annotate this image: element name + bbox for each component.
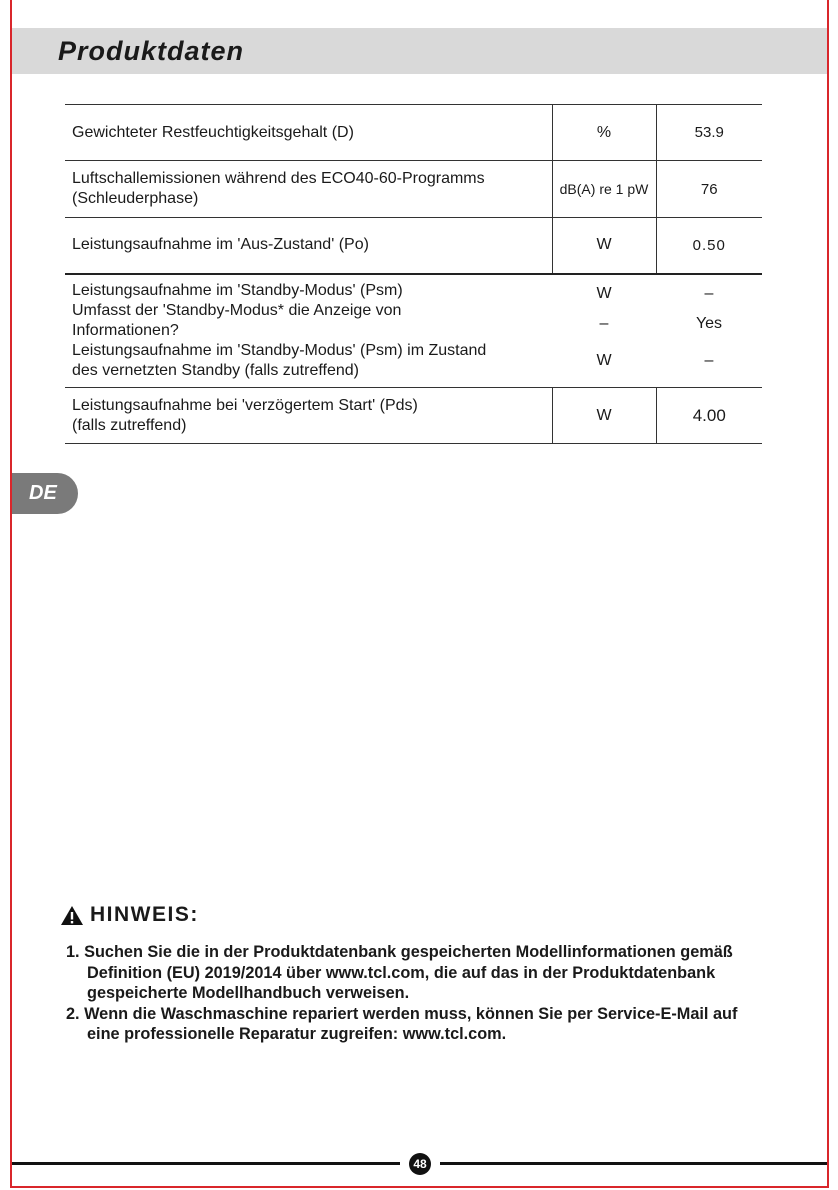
value-text: 76 (700, 180, 718, 198)
row-description (65, 218, 552, 274)
unit-text: – (599, 314, 609, 332)
value-text: Yes (695, 314, 723, 332)
row-unit (552, 161, 656, 218)
table-row (65, 105, 762, 161)
desc-line: (falls zutreffend) (72, 416, 187, 434)
desc-line: Umfasst der 'Standby-Modus* die Anzeige von (72, 301, 402, 319)
row-unit (552, 388, 656, 444)
unit-text: dB(A) re 1 pW (559, 181, 649, 197)
notice-title: HINWEIS: (90, 903, 199, 926)
warning-icon (60, 905, 84, 926)
desc-line: Leistungsaufnahme im 'Standby-Modus' (Psm) im Zustand (72, 341, 487, 359)
row-value (656, 388, 762, 444)
value-text: 4.00 (692, 405, 726, 425)
notice-heading (60, 903, 199, 927)
row-description (65, 105, 552, 161)
value-text: – (704, 284, 714, 302)
table-row (65, 218, 762, 274)
row-unit (552, 105, 656, 161)
value-text: 53.9 (694, 124, 724, 141)
unit-text: % (596, 123, 612, 141)
row-value (656, 161, 762, 218)
footer-rule-left (12, 1162, 400, 1165)
notice-item: 2. Wenn die Waschmaschine repariert werden muss, können Sie per Service-E-Mail auf eine professionelle Reparatur zugreifen: www.tcl.com. (66, 1004, 738, 1043)
page-number: 48 (409, 1153, 431, 1175)
desc-line: Luftschallemissionen während des ECO40-60-Programms (72, 170, 485, 187)
value-text: 0.50 (692, 236, 726, 254)
language-tab: DE (12, 473, 78, 514)
value-text: – (704, 351, 714, 369)
row-description (65, 388, 552, 444)
desc-line: Informationen? (72, 321, 179, 339)
row-unit (552, 218, 656, 274)
row-value (656, 105, 762, 161)
row-description (65, 274, 552, 388)
product-data-table (65, 104, 762, 444)
desc-line: (Schleuderphase) (72, 190, 199, 207)
notice-item: 1. Suchen Sie die in der Produktdatenbank gespeicherten Modellinformationen gemäß Definition (EU) 2019/2014 über www.tcl.com, die auf das in der Produktdatenbank gespeicherte Modellhandbuch verweisen. (66, 943, 733, 1002)
footer-rule-right (440, 1162, 827, 1165)
desc-line: Leistungsaufnahme bei 'verzögertem Start' (Pds) (72, 396, 418, 414)
row-value (656, 274, 762, 388)
table-row (65, 274, 762, 388)
page-title: Produktdaten (58, 36, 245, 66)
desc-line: Gewichteter Restfeuchtigkeitsgehalt (D) (72, 123, 354, 141)
unit-text: W (596, 351, 612, 369)
desc-line: Leistungsaufnahme im 'Standby-Modus' (Psm) (72, 281, 403, 299)
unit-text: W (596, 406, 612, 424)
table-row (65, 388, 762, 444)
unit-text: W (596, 236, 612, 254)
row-description (65, 161, 552, 218)
desc-line: des vernetzten Standby (falls zutreffend) (72, 361, 359, 379)
notice-list (66, 942, 766, 1045)
unit-text: W (596, 284, 612, 302)
table-row (65, 161, 762, 218)
desc-line: Leistungsaufnahme im 'Aus-Zustand' (Po) (72, 236, 369, 254)
row-value (656, 218, 762, 274)
row-unit (552, 274, 656, 388)
